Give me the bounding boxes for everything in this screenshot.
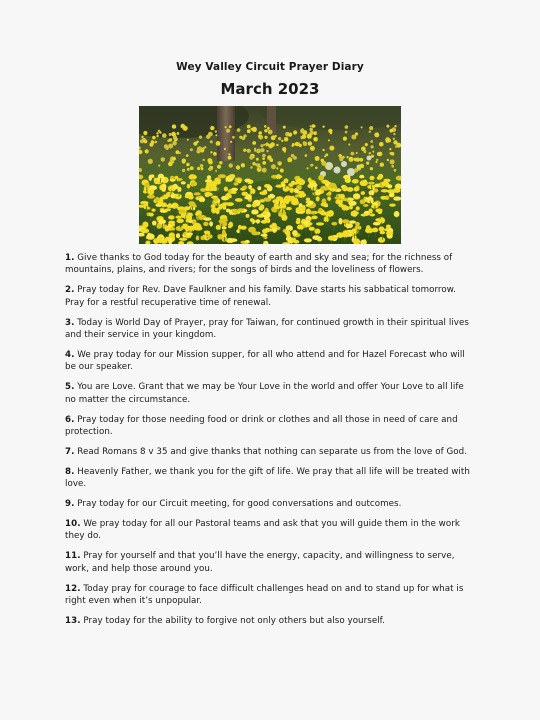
entry-text: Give thanks to God today for the beauty of earth and sky and sea; for the richness of mountains, plains, and rivers; for the songs of birds and the loveliness of flowers. <box>65 253 453 276</box>
entry-day-number: 8. <box>65 466 75 477</box>
prayer-entry <box>65 414 477 439</box>
prayer-entry <box>65 583 477 608</box>
entry-day-number: 10. <box>65 519 81 529</box>
entry-text: Pray today for Rev. Dave Faulkner and his family. Dave starts his sabbatical tomorrow. Pray for a restful recuperative time of renewal. <box>65 285 456 308</box>
entry-day-number: 12. <box>65 583 81 594</box>
entry-text: We pray today for all our Pastoral teams and ask that you will guide them in the work they do. <box>65 519 460 542</box>
entry-day-number: 13. <box>65 615 81 626</box>
prayer-entry <box>65 317 477 342</box>
prayer-entry <box>65 615 477 627</box>
entry-text: Pray for yourself and that you’ll have the energy, capacity, and willingness to serve, work, and help those around you. <box>65 551 455 574</box>
entry-day-number: 4. <box>65 349 75 360</box>
prayer-entry <box>65 466 477 491</box>
prayer-entry <box>65 498 477 510</box>
entry-day-number: 6. <box>65 414 75 425</box>
entry-day-number: 1. <box>65 253 75 263</box>
entry-day-number: 7. <box>65 446 75 457</box>
prayer-entry <box>65 381 477 406</box>
prayer-entry <box>65 284 477 309</box>
month-heading: March 2023 <box>220 80 320 98</box>
prayer-entry <box>65 349 477 374</box>
entry-text: Read Romans 8 v 35 and give thanks that nothing can separate us from the love of God. <box>74 446 468 457</box>
entry-text: Pray today for our Circuit meeting, for good conversations and outcomes. <box>74 499 402 510</box>
entry-text: Today pray for courage to face difficult challenges head on and to stand up for what is right even when it’s unpopular. <box>65 583 464 607</box>
entry-day-number: 9. <box>65 499 75 510</box>
entry-text: Heavenly Father, we thank you for the gift of life. We pray that all life will be treated with love. <box>65 466 470 490</box>
prayer-entry <box>65 446 477 458</box>
entry-day-number: 5. <box>65 382 75 393</box>
entry-text: Today is World Day of Prayer, pray for Taiwan, for continued growth in their spiritual lives and their service in your kingdom. <box>65 317 469 341</box>
entry-text: We pray today for our Mission supper, for all who attend and for Hazel Forecast who will be our speaker. <box>65 349 465 373</box>
prayer-entry <box>65 252 477 277</box>
entry-text: Pray today for those needing food or drink or clothes and all those in need of care and protection. <box>65 414 458 437</box>
diary-title: Wey Valley Circuit Prayer Diary <box>176 61 364 73</box>
prayer-entry <box>65 518 477 543</box>
prayer-entries <box>65 252 477 635</box>
entry-day-number: 11. <box>65 551 81 562</box>
entry-day-number: 2. <box>65 285 75 296</box>
entry-day-number: 3. <box>65 317 75 328</box>
entry-text: Pray today for the ability to forgive not only others but also yourself. <box>80 615 385 626</box>
prayer-entry <box>65 550 477 575</box>
entry-text: You are Love. Grant that we may be Your Love in the world and offer Your Love to all life no matter the circumstance. <box>65 382 464 405</box>
daffodils-photo <box>139 106 401 244</box>
